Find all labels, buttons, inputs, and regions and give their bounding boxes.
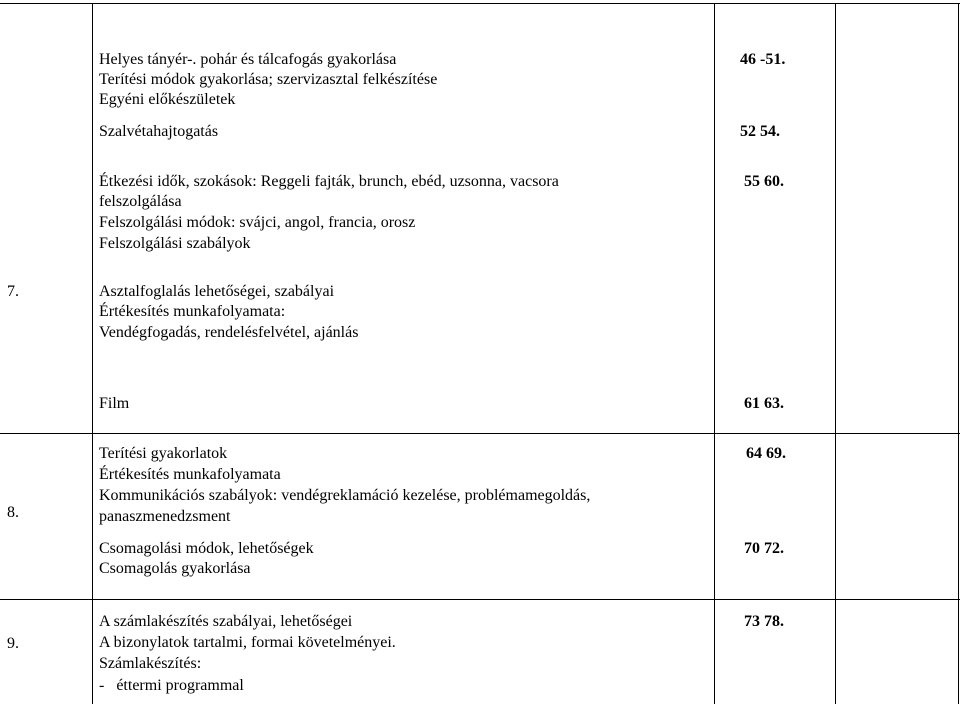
r9-pages-1: 73 78. xyxy=(744,613,784,630)
r9-block1-line4: - éttermi programmal xyxy=(99,677,244,694)
r7-block2-line1: Asztalfoglalás lehetőségei, szabályai xyxy=(99,283,335,300)
r7-block2-line3: Vendégfogadás, rendelésfelvétel, ajánlás xyxy=(99,324,359,341)
r7-pages-1: 55 60. xyxy=(744,173,784,190)
r6-block1-line2: Terítési módok gyakorlása; szervizasztal felkészítése xyxy=(99,71,438,88)
row-9-top-border xyxy=(0,599,960,600)
r6-block2-line1: Szalvétahajtogatás xyxy=(99,123,219,140)
r9-block1-line1: A számlakészítés szabályai, lehetőségei xyxy=(99,613,353,630)
r8-block1-line3: Kommunikációs szabályok: vendégreklamáció kezelése, problémamegoldás, xyxy=(99,487,591,504)
r7-block3-line1: Film xyxy=(99,395,130,412)
row-8-top-border xyxy=(0,433,960,434)
r6-block1-line3: Egyéni előkészületek xyxy=(99,91,236,108)
r8-block1-line4: panaszmenedzsment xyxy=(99,508,231,525)
r7-block1-line2: felszolgálása xyxy=(99,193,182,210)
r8-block2-line2: Csomagolás gyakorlása xyxy=(99,560,251,577)
r7-block1-line3: Felszolgálási módok: svájci, angol, francia, orosz xyxy=(99,214,416,231)
r8-pages-2: 70 72. xyxy=(744,540,784,557)
r9-block1-line3: Számlakészítés: xyxy=(99,655,202,672)
r7-block1-line4: Felszolgálási szabályok xyxy=(99,235,251,252)
column-divider-middle xyxy=(714,3,715,704)
r6-pages-1: 46 -51. xyxy=(740,51,786,68)
r8-block2-line1: Csomagolási módok, lehetőségek xyxy=(99,540,314,557)
r7-block2-line2: Értékesítés munkafolyamata: xyxy=(99,303,286,320)
column-divider-right xyxy=(835,3,836,704)
r9-block1-line2: A bizonylatok tartalmi, formai követelményei. xyxy=(99,634,396,651)
r7-number: 7. xyxy=(7,283,19,300)
r8-pages-1: 64 69. xyxy=(746,445,786,462)
r6-pages-2: 52 54. xyxy=(740,123,780,140)
table-top-border xyxy=(0,3,960,4)
r8-block1-line2: Értékesítés munkafolyamata xyxy=(99,466,281,483)
r6-block1-line1: Helyes tányér-. pohár és tálcafogás gyakorlása xyxy=(99,51,397,68)
table-right-border xyxy=(958,3,959,704)
r8-number: 8. xyxy=(7,504,19,521)
r9-number: 9. xyxy=(7,635,19,652)
column-divider-left xyxy=(92,3,93,704)
r8-block1-line1: Terítési gyakorlatok xyxy=(99,445,228,462)
r7-pages-2: 61 63. xyxy=(744,395,784,412)
r7-block1-line1: Étkezési idők, szokások: Reggeli fajták, brunch, ebéd, uzsonna, vacsora xyxy=(99,173,559,190)
